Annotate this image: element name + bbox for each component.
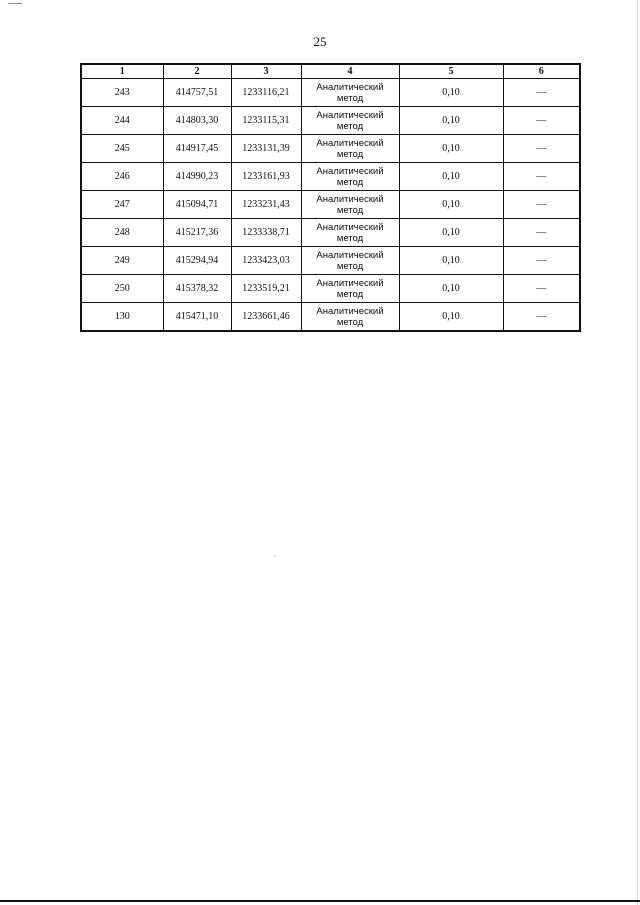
x-coordinate-cell: 415217,36 — [163, 219, 231, 247]
table-row — [81, 247, 580, 275]
x-coordinate-cell: 415471,10 — [163, 303, 231, 332]
method-text-line: метод — [336, 148, 364, 160]
point-number-cell: 250 — [81, 275, 163, 303]
table-row — [81, 219, 580, 247]
accuracy-cell: 0,10 — [399, 163, 503, 191]
method-text-line: Аналитический — [316, 81, 384, 93]
note-cell: — — [503, 247, 580, 275]
scan-speck — [274, 556, 275, 557]
note-cell: — — [503, 107, 580, 135]
accuracy-cell: 0,10 — [399, 79, 503, 107]
table-row — [81, 79, 580, 107]
point-number-cell: 247 — [81, 191, 163, 219]
x-coordinate-cell: 414917,45 — [163, 135, 231, 163]
column-header: 6 — [503, 64, 580, 79]
table-row — [81, 275, 580, 303]
accuracy-cell: 0,10 — [399, 107, 503, 135]
method-text-line: метод — [336, 316, 364, 328]
y-coordinate-cell: 1233131,39 — [231, 135, 301, 163]
point-number-cell: 243 — [81, 79, 163, 107]
table-header-row — [81, 64, 580, 79]
accuracy-cell: 0,10 — [399, 135, 503, 163]
method-text-line: Аналитический — [316, 165, 384, 177]
method-text-line: метод — [336, 92, 364, 104]
method-text-line: метод — [336, 120, 364, 132]
y-coordinate-cell: 1233161,93 — [231, 163, 301, 191]
method-text-line: метод — [336, 288, 364, 300]
method-cell — [301, 191, 399, 219]
column-header: 3 — [231, 64, 301, 79]
x-coordinate-cell: 414990,23 — [163, 163, 231, 191]
scan-edge-mark — [8, 3, 22, 4]
table-row — [81, 303, 580, 332]
method-cell — [301, 79, 399, 107]
coordinates-table — [80, 63, 581, 332]
point-number-cell: 246 — [81, 163, 163, 191]
method-cell — [301, 135, 399, 163]
method-text-line: Аналитический — [316, 221, 384, 233]
method-cell — [301, 275, 399, 303]
method-text-line: Аналитический — [316, 193, 384, 205]
y-coordinate-cell: 1233519,21 — [231, 275, 301, 303]
column-header: 4 — [301, 64, 399, 79]
method-cell — [301, 107, 399, 135]
x-coordinate-cell: 415294,94 — [163, 247, 231, 275]
x-coordinate-cell: 415094,71 — [163, 191, 231, 219]
accuracy-cell: 0,10 — [399, 303, 503, 332]
point-number-cell: 248 — [81, 219, 163, 247]
note-cell: — — [503, 79, 580, 107]
y-coordinate-cell: 1233661,46 — [231, 303, 301, 332]
y-coordinate-cell: 1233115,31 — [231, 107, 301, 135]
point-number-cell: 244 — [81, 107, 163, 135]
method-text-line: Аналитический — [316, 277, 384, 289]
note-cell: — — [503, 275, 580, 303]
accuracy-cell: 0,10 — [399, 247, 503, 275]
point-number-cell: 245 — [81, 135, 163, 163]
column-header: 1 — [81, 64, 163, 79]
column-header: 2 — [163, 64, 231, 79]
y-coordinate-cell: 1233116,21 — [231, 79, 301, 107]
method-cell — [301, 247, 399, 275]
y-coordinate-cell: 1233231,43 — [231, 191, 301, 219]
x-coordinate-cell: 414803,30 — [163, 107, 231, 135]
note-cell: — — [503, 163, 580, 191]
x-coordinate-cell: 414757,51 — [163, 79, 231, 107]
method-text-line: метод — [336, 260, 364, 272]
note-cell: — — [503, 303, 580, 332]
table-row — [81, 135, 580, 163]
method-text-line: метод — [336, 204, 364, 216]
method-text-line: Аналитический — [316, 305, 384, 317]
method-text-line: Аналитический — [316, 137, 384, 149]
method-cell — [301, 163, 399, 191]
method-text-line: метод — [336, 176, 364, 188]
column-header: 5 — [399, 64, 503, 79]
accuracy-cell: 0,10 — [399, 191, 503, 219]
page-number: 25 — [313, 34, 327, 49]
x-coordinate-cell: 415378,32 — [163, 275, 231, 303]
scan-right-edge — [637, 0, 638, 905]
method-cell — [301, 303, 399, 332]
point-number-cell: 249 — [81, 247, 163, 275]
method-text-line: метод — [336, 232, 364, 244]
point-number-cell: 130 — [81, 303, 163, 332]
table-row — [81, 107, 580, 135]
accuracy-cell: 0,10 — [399, 275, 503, 303]
method-text-line: Аналитический — [316, 109, 384, 121]
method-cell — [301, 219, 399, 247]
y-coordinate-cell: 1233423,03 — [231, 247, 301, 275]
y-coordinate-cell: 1233338,71 — [231, 219, 301, 247]
table-row — [81, 191, 580, 219]
table-row — [81, 163, 580, 191]
note-cell: — — [503, 191, 580, 219]
method-text-line: Аналитический — [316, 249, 384, 261]
scan-bottom-edge — [0, 900, 640, 902]
accuracy-cell: 0,10 — [399, 219, 503, 247]
note-cell: — — [503, 219, 580, 247]
note-cell: — — [503, 135, 580, 163]
